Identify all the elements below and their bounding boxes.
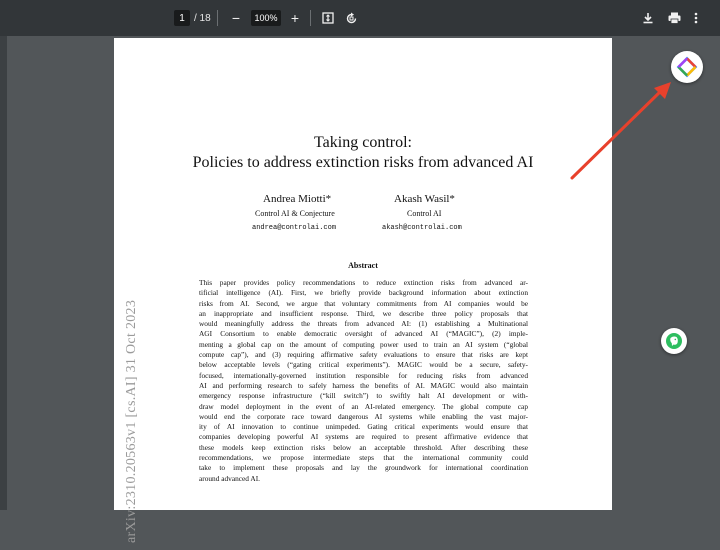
abstract-line: below acceptable levels (“gating critical experiments”). MAGIC would be a secure, safety- [199,360,528,370]
author-name: Andrea Miotti* [263,193,332,205]
abstract-line: ity of AI innovation to continue unimpeded. Gating critical experiments would ensure that [199,422,528,432]
print-icon [668,12,681,24]
pdf-page [114,38,612,544]
highlighter-extension-icon [671,51,703,83]
abstract-line: would meaningfully address the threats from advanced AI: (1) establishing a Multinational [199,319,528,329]
abstract-line: emergency response infrastructure (“kill switch”) to swiftly halt AI development or with- [199,391,528,401]
fit-page-icon [322,12,334,24]
more-options-button[interactable] [690,10,702,26]
abstract-line: these models keep extinction risks below an acceptable threshold. After describing these [199,442,528,452]
author-email: akash@controlai.com [382,224,462,232]
print-button[interactable] [666,10,682,26]
arxiv-identifier: arXiv:2310.20563v1 [cs.AI] 31 Oct 2023 [124,300,139,544]
abstract-line: around advanced AI. [199,473,260,483]
zoom-level-input[interactable]: 100% [251,10,281,26]
abstract-line: This paper provides policy recommendations to reduce extinction risks from advanced ar- [199,278,528,287]
author-email: andrea@controlai.com [252,224,337,232]
rotate-button[interactable] [343,10,359,26]
author-affiliation: Control AI & Conjecture [255,209,335,218]
abstract-line: would end the corporate race toward dangerous AI systems while enabling the vast major- [199,411,528,421]
abstract-line: take to implement these proposals and lay the groundwork for international coordination [199,463,528,473]
abstract-line: companies developing powerful AI systems are required to present affirmative evidence that [199,432,528,442]
abstract-line: risks from AI. Second, we argue that voluntary commitments from AI companies would be [199,298,528,308]
abstract-line: draw model deployment in the event of an AI-related emergency. The global compute cap [199,401,528,411]
paper-title-line-1: Taking control: [314,134,412,151]
abstract-line: tificial intelligence (AI). First, we briefly provide background information about extinction [199,288,528,298]
toolbar-divider [310,10,311,26]
rotate-icon [345,12,358,25]
evernote-extension-button[interactable] [661,328,687,354]
author-name: Akash Wasil* [394,193,455,205]
abstract-line: compute cap”), and (3) requiring affirmative safety evaluations to ensure that risks are kept [199,350,528,360]
page-total-label: / 18 [194,12,211,24]
thumbnail-sidebar-edge [0,36,7,510]
download-button[interactable] [640,10,656,26]
more-vert-icon [694,12,698,24]
zoom-in-button[interactable]: + [290,10,300,26]
abstract-heading: Abstract [348,261,378,270]
highlighter-extension-button[interactable] [671,51,703,83]
author-affiliation: Control AI [407,209,442,218]
abstract-line: recommendations, we propose intermediate steps that the international community could [199,453,528,463]
download-icon [642,12,654,24]
toolbar-divider [217,10,218,26]
paper-title-line-2: Policies to address extinction risks from advanced AI [192,154,534,171]
fit-page-button[interactable] [320,10,336,26]
pdf-toolbar [0,0,720,36]
abstract-line: focused, internationally-governed institution responsible for reducing risks from advanced [199,370,528,380]
abstract-line: an inappropriate and insufficient response. Third, we describe three policy proposals that [199,308,528,318]
zoom-out-button[interactable]: − [231,10,241,26]
abstract-body [199,278,528,484]
page-number-input[interactable]: 1 [174,10,190,26]
evernote-elephant-icon [661,328,687,354]
abstract-line: AGI Consortium to enable democratic oversight of advanced AI (“MAGIC”), (2) imple- [199,329,528,339]
abstract-line: AI and performing research to safely harness the benefits of AI. MAGIC would also maintain [199,380,528,390]
abstract-line: menting a global cap on the amount of computing power used to train an AI system (“global [199,339,528,349]
